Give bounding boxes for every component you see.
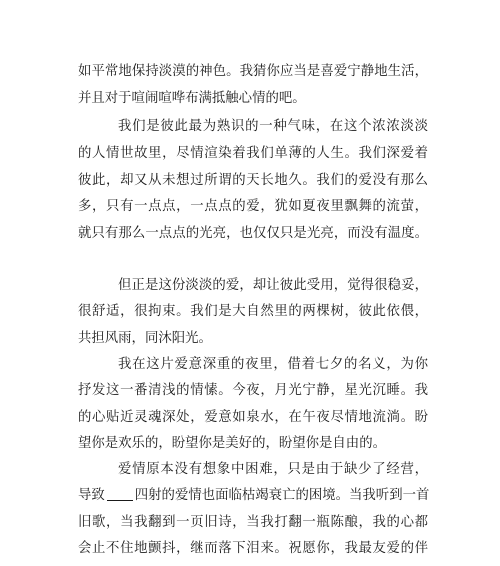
text-line: 望你是欢乐的，盼望你是美好的，盼望你是自由的。 — [78, 436, 386, 451]
text-line: 就只有那么一点点的光亮，也仅仅只是光亮，而没有温度。 — [78, 226, 428, 241]
text-line: 抒发这一番清浅的情愫。今夜，月光宁静，星光沉睡。我 — [78, 383, 428, 398]
text-line: 彼此，却又从未想过所谓的天长地久。我们的爱没有那么 — [78, 173, 428, 188]
paragraph-start-line: 爱情原本没有想象中困难，只是由于缺少了经营， — [118, 462, 428, 477]
paragraph-start-line: 我们是彼此最为熟识的一种气味，在这个浓浓淡淡 — [118, 119, 428, 134]
text-line: 共担风雨，同沐阳光。 — [78, 331, 212, 346]
text-line: 并且对于喧闹喧哗布满抵触心情的吧。 — [78, 91, 306, 106]
paragraph-start-line: 我在这片爱意深重的夜里，借着七夕的名义，为你 — [118, 357, 428, 372]
text-line: 会止不住地颤抖，继而落下泪来。祝愿你，我最友爱的伴 — [78, 541, 428, 556]
text-line: 如平常地保持淡漠的神色。我猜你应当是喜爱宁静地生活， — [78, 64, 428, 79]
paragraph-start-line: 但正是这份淡淡的爱，却让彼此受用，觉得很稳妥， — [118, 278, 428, 293]
blank-prefix: 导致 — [78, 488, 105, 503]
blank-suffix: 四射的爱情也面临枯竭衰亡的困境。当我听到一首 — [134, 488, 430, 503]
text-line: 的人情世故里，尽情渲染着我们单薄的人生。我们深爱着 — [78, 146, 428, 161]
text-line: 旧歌，当我翻到一页旧诗，当我打翻一瓶陈酿，我的心都 — [78, 515, 428, 530]
text-line-with-blank — [78, 486, 428, 506]
text-line: 的心贴近灵魂深处，爱意如泉水，在午夜尽情地流淌。盼 — [78, 410, 428, 425]
fill-in-blank — [107, 486, 133, 501]
text-line: 很舒适，很拘束。我们是大自然里的两棵树，彼此依偎， — [78, 304, 428, 319]
text-line: 多，只有一点点，一点点的爱，犹如夏夜里飘舞的流萤， — [78, 199, 428, 214]
